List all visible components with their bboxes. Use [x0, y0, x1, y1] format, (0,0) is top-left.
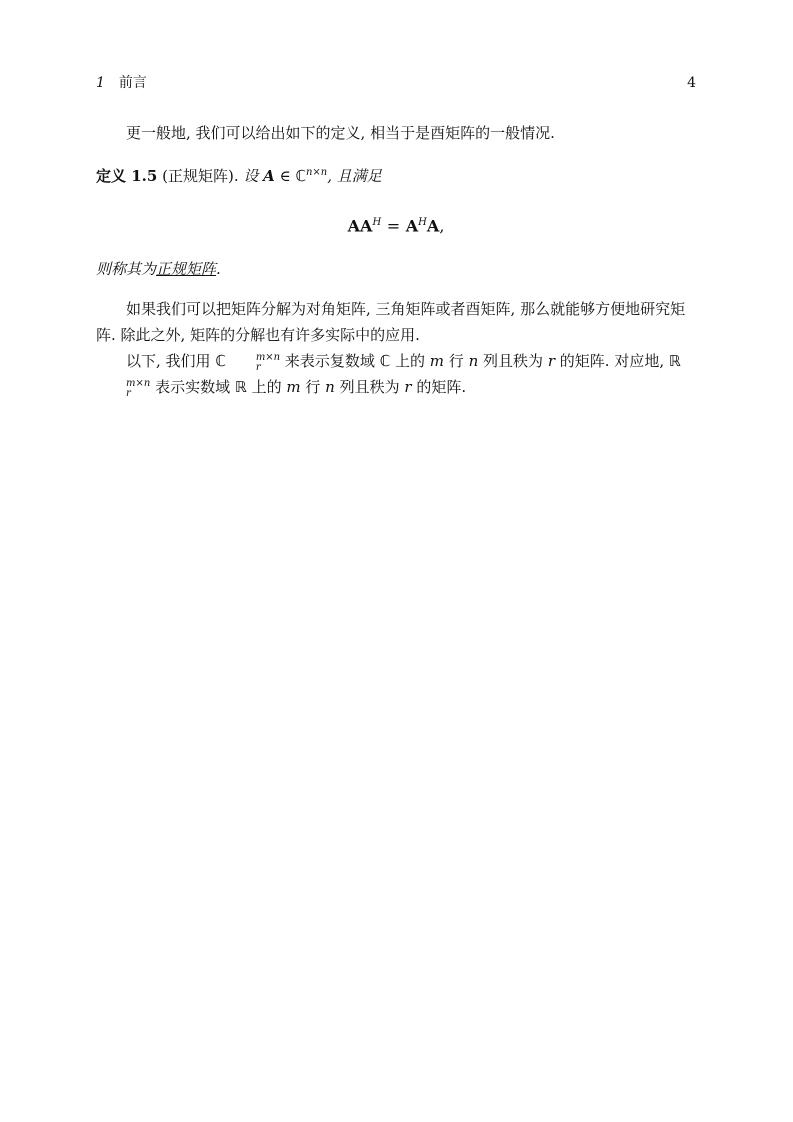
definition-label: 定义 1.5	[96, 167, 158, 185]
eq-lhs-matrix-b: A	[360, 216, 373, 236]
definition-body-pre: 设	[243, 167, 259, 185]
eq-equals-sign: =	[386, 216, 401, 236]
conclusion-post: .	[216, 260, 221, 279]
notation-text-6: 的矩阵. 对应地,	[559, 352, 665, 371]
paragraph-notation	[96, 348, 696, 400]
definition-body	[243, 167, 381, 185]
definition-name: (正规矩阵).	[162, 167, 239, 185]
document-page	[96, 72, 696, 400]
var-n-2: n	[325, 378, 335, 397]
notation-text-10: 列且秩为	[339, 378, 400, 397]
complex-set-scripts	[226, 353, 280, 373]
defined-term: 正规矩阵	[156, 260, 217, 279]
conclusion-pre: 则称其为	[96, 260, 157, 279]
complex-dim-superscript: m×n	[255, 352, 281, 364]
running-header	[96, 72, 696, 92]
notation-text-5: 列且秩为	[483, 352, 544, 371]
notation-text-7: 表示实数域	[155, 378, 231, 397]
complex-set-symbol-2: ℂ	[379, 352, 391, 371]
eq-hermitian-superscript-1: H	[372, 217, 382, 228]
complex-set-symbol: ℂ	[295, 167, 306, 185]
real-set-symbol-1: ℝ	[668, 352, 681, 371]
notation-text-11: 的矩阵.	[416, 378, 467, 397]
var-m-2: m	[286, 378, 301, 397]
paragraph-decomposition: 如果我们可以把矩阵分解为对角矩阵, 三角矩阵或者酉矩阵, 那么就能够方便地研究矩阵. 除此之外, 矩阵的分解也有许多实际中的应用.	[96, 300, 686, 345]
notation-text-8: 上的	[251, 378, 282, 397]
definition-conclusion	[96, 256, 696, 282]
notation-text-4: 行	[448, 352, 464, 371]
eq-lhs-matrix-a: A	[347, 216, 361, 236]
real-rank-subscript: r	[126, 388, 131, 400]
real-dim-superscript: m×n	[126, 378, 151, 390]
eq-hermitian-superscript-2: H	[418, 217, 427, 228]
chapter-title: 前言	[118, 75, 147, 91]
var-r-2: r	[404, 378, 412, 397]
definition-body-post: , 且满足	[327, 167, 382, 185]
definition-statement	[96, 160, 696, 189]
notation-text-2: 来表示复数域	[284, 352, 375, 371]
eq-rhs-matrix-b: A	[426, 216, 440, 236]
normal-matrix-equation	[96, 211, 696, 238]
chapter-number: 1	[96, 75, 105, 91]
complex-set-symbol-1: ℂ	[215, 352, 226, 371]
eq-end-comma: ,	[439, 216, 445, 236]
real-set-symbol-2: ℝ	[234, 378, 247, 397]
complex-rank-subscript: r	[255, 362, 261, 374]
element-of-symbol: ∈	[279, 167, 291, 185]
notation-text-3: 上的	[394, 352, 425, 371]
matrix-symbol: A	[263, 167, 275, 185]
notation-text-9: 行	[305, 378, 321, 397]
var-r-1: r	[547, 352, 555, 371]
chapter-heading	[96, 72, 147, 92]
eq-rhs-matrix-a: A	[405, 216, 419, 236]
paragraph-intro: 更一般地, 我们可以给出如下的定义, 相当于是酉矩阵的一般情况.	[126, 124, 555, 142]
notation-text-1: 以下, 我们用	[126, 352, 211, 371]
real-set-scripts	[96, 379, 150, 399]
dimension-superscript: n×n	[305, 167, 328, 178]
var-m-1: m	[429, 352, 444, 371]
var-n-1: n	[468, 352, 479, 371]
page-number: 4	[687, 75, 696, 91]
